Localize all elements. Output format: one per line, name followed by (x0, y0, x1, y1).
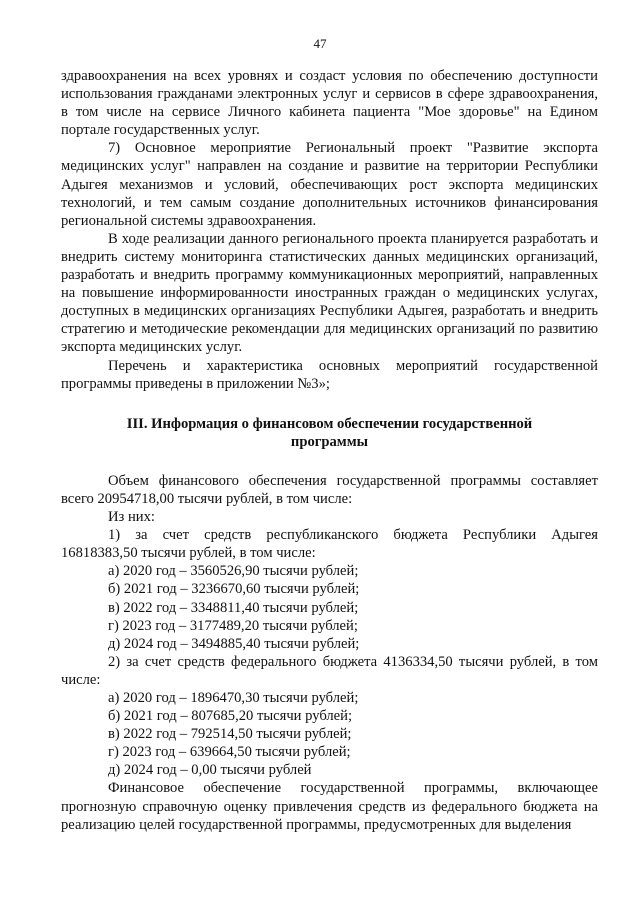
paragraph-export-project: 7) Основное мероприятие Региональный проект "Развитие экспорта медицинских услуг" направлен на создание и развитие на территории Республики Адыгея механизмов и условий, обеспечивающих рост экспорта медицинских технологий, и тем самым создание дополнительных источников финансирования региональной системы здравоохранения. (61, 140, 598, 229)
paragraph-financing-closing: Финансовое обеспечение государственной программы, включающее прогнозную справочную оценку привлечения средств из федерального бюджета на реализацию целей государственной программы, предусмотренных для выделения (61, 780, 598, 833)
list-item: а) 2020 год – 1896470,30 тысячи рублей; (108, 690, 359, 706)
list-item: д) 2024 год – 3494885,40 тысячи рублей; (108, 635, 360, 652)
page-number: 47 (313, 36, 327, 51)
paragraph-total-financing: Объем финансового обеспечения государственной программы составляет всего 20954718,00 тысячи рублей, в том числе: (61, 472, 598, 507)
paragraph-republic-budget: 1) за счет средств республиканского бюджета Республики Адыгея 16818383,50 тысячи рублей, в том числе: (61, 527, 598, 562)
paragraph-of-them: Из них: (108, 509, 155, 526)
list-item: б) 2021 год – 3236670,60 тысячи рублей; (108, 581, 360, 598)
list-item: а) 2020 год – 3560526,90 тысячи рублей; (108, 563, 359, 580)
list-item: г) 2023 год – 639664,50 тысячи рублей; (108, 744, 351, 761)
section-heading: III. Информация о финансовом обеспечении государственной программы (126, 415, 533, 450)
list-item: в) 2022 год – 3348811,40 тысячи рублей; (108, 599, 359, 616)
paragraph-project-plans: В ходе реализации данного регионального проекта планируется разработать и внедрить систему мониторинга статистических данных медицинских организаций, разработать и внедрить программу коммуникационных мероприятий, направленных на повышение информированности иностранных граждан о медицинских услугах, доступных в медицинских организациях Республики Адыгея, разработать и внедрить стратегию и методические рекомендации для медицинских организаций по развитию экспорта медицинских услуг. (61, 230, 598, 356)
list-item: г) 2023 год – 3177489,20 тысячи рублей; (108, 617, 358, 634)
paragraph-appendix-reference: Перечень и характеристика основных мероприятий государственной программы приведены в приложении №3»; (61, 357, 598, 392)
paragraph-continuation: здравоохранения на всех уровнях и создаст условия по обеспечению доступности использования гражданами электронных услуг и сервисов в сфере здравоохранения, в том числе на сервисе Личного кабинета пациента "Мое здоровье" на Едином портале государственных услуг. (61, 68, 598, 139)
list-item: в) 2022 год – 792514,50 тысячи рублей; (108, 726, 352, 743)
list-item: д) 2024 год – 0,00 тысячи рублей (108, 762, 312, 779)
paragraph-federal-budget: 2) за счет средств федерального бюджета 4136334,50 тысячи рублей, в том числе: (61, 653, 598, 688)
document-body (61, 67, 598, 834)
list-item: б) 2021 год – 807685,20 тысячи рублей; (108, 708, 353, 725)
